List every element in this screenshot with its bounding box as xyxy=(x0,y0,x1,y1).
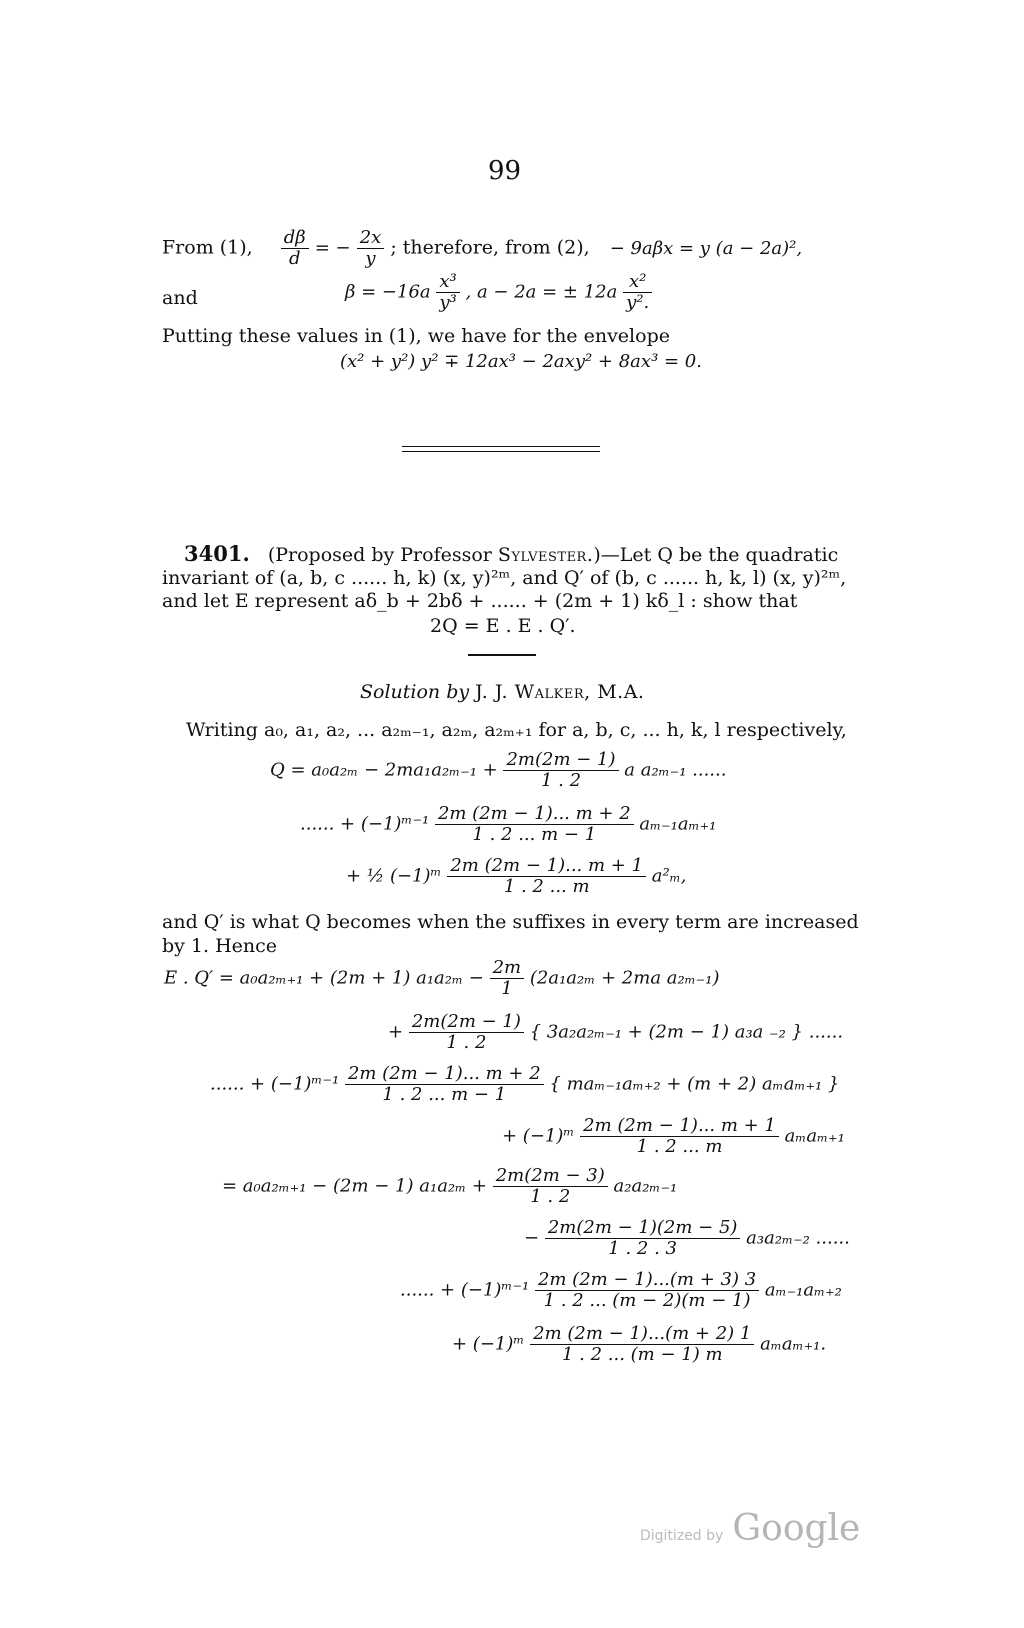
eq-line3-den: 1 . 2 ... m − 1 xyxy=(382,1084,507,1105)
eq-line1-left: E . Q′ = a₀a₂ₘ₊₁ + (2m + 1) a₁a₂ₘ − xyxy=(164,967,484,989)
eq-line5-right: a₂a₂ₘ₋₁ xyxy=(613,1175,678,1197)
eq-line3 xyxy=(210,1064,839,1105)
eq-line8-fraction xyxy=(530,1324,754,1365)
eq-line2-right: { 3a₂a₂ₘ₋₁ + (2m − 1) a₃a ₋₂ } ...... xyxy=(529,1021,844,1043)
eq-line2 xyxy=(388,1012,843,1053)
digitized-watermark xyxy=(640,1508,860,1549)
alpha-eq: , a − 2a = ± 12a xyxy=(465,281,618,303)
eq-line5-num: 2m(2m − 3) xyxy=(493,1166,608,1187)
q-line1-den: 1 . 2 xyxy=(540,770,582,791)
eq-line5-den: 1 . 2 xyxy=(530,1186,571,1207)
eq-line5-fraction xyxy=(493,1166,608,1207)
q-line2-num: 2m (2m − 1)... m + 2 xyxy=(435,804,634,825)
eq-line1-num: 2m xyxy=(490,958,525,979)
q-line3-right: a²ₘ, xyxy=(651,865,687,887)
eq-line7-num: 2m (2m − 1)...(m + 3) 3 xyxy=(535,1270,759,1291)
q-line1-left: Q = a₀a₂ₘ − 2ma₁a₂ₘ₋₁ + xyxy=(270,759,498,781)
eq-line4-num: 2m (2m − 1)... m + 1 xyxy=(580,1116,779,1137)
eq2: − 9aβx = y (a − 2a)², xyxy=(609,237,803,259)
eq-line8 xyxy=(452,1324,826,1365)
eq-line2-den: 1 . 2 xyxy=(446,1032,487,1053)
and-q-line: and Q′ is what Q becomes when the suffixes in every term are increased xyxy=(162,911,859,933)
q-line3-num: 2m (2m − 1)... m + 1 xyxy=(447,856,646,877)
problem-line4: 2Q = E . E . Q′. xyxy=(430,615,576,637)
eq-line6-left: − xyxy=(524,1227,540,1249)
beta-frac-num: x³ xyxy=(436,272,459,293)
digitized-by-text: Digitized by xyxy=(640,1528,724,1544)
eq-line8-num: 2m (2m − 1)...(m + 2) 1 xyxy=(530,1324,754,1345)
q-line1-num: 2m(2m − 1) xyxy=(503,750,618,771)
beta-fraction xyxy=(436,272,459,313)
problem-line3: and let E represent aδ_b + 2bδ + ...... + (2m + 1) kδ_l : show that xyxy=(162,590,798,612)
envelope-equation: (x² + y²) y² ∓ 12ax³ − 2axy² + 8ax³ = 0. xyxy=(340,351,702,372)
twox-den: y xyxy=(365,248,376,269)
section-rule-top xyxy=(402,446,600,447)
eq-line7 xyxy=(400,1270,842,1311)
eq-line7-fraction xyxy=(535,1270,759,1311)
q-line2-left: ...... + (−1)ᵐ⁻¹ xyxy=(300,813,430,835)
and-label: and xyxy=(162,287,198,309)
by1-line: by 1. Hence xyxy=(162,935,278,957)
eq-line2-num: 2m(2m − 1) xyxy=(409,1012,524,1033)
solution-heading xyxy=(360,680,644,704)
problem-line2: invariant of (a, b, c ...... h, k) (x, y)²ᵐ, and Q′ of (b, c ...... h, k, l) (x, y)²ᵐ, xyxy=(162,567,847,589)
alpha-frac-num: x² xyxy=(623,272,652,293)
problem-number: 3401. xyxy=(184,541,250,566)
q-line3-fraction xyxy=(447,856,646,897)
eq-line5 xyxy=(222,1166,677,1207)
eq-line8-den: 1 . 2 ... (m − 1) m xyxy=(561,1344,723,1365)
alpha-frac-den: y². xyxy=(626,292,650,313)
eq-line4-den: 1 . 2 ... m xyxy=(636,1136,723,1157)
eq-line4-fraction xyxy=(580,1116,779,1157)
eq-line2-left: + xyxy=(388,1021,404,1043)
q-line1 xyxy=(270,750,726,791)
problem-line1 xyxy=(184,542,838,567)
eq-line8-left: + (−1)ᵐ xyxy=(452,1333,525,1355)
twox-num: 2x xyxy=(357,228,385,249)
problem-intro-end: )—Let Q be the quadratic xyxy=(593,544,839,566)
eq-line3-fraction xyxy=(345,1064,544,1105)
eq-line1-right: (2a₁a₂ₘ + 2ma a₂ₘ₋₁) xyxy=(529,967,720,989)
dbeta-fraction xyxy=(281,228,309,269)
beta-frac-den: y³ xyxy=(439,292,457,313)
q-line3-left: + ½ (−1)ᵐ xyxy=(346,865,442,887)
q-line1-right: a a₂ₘ₋₁ ...... xyxy=(624,759,727,781)
eq-line8-right: aₘaₘ₊₁. xyxy=(760,1333,827,1355)
therefore-text: ; therefore, from (2), xyxy=(390,236,590,259)
dbeta-num: dβ xyxy=(281,228,309,249)
q-line2 xyxy=(300,804,716,845)
eq-line6-den: 1 . 2 . 3 xyxy=(608,1238,677,1259)
problem-rule xyxy=(468,654,536,656)
eq-line4-left: + (−1)ᵐ xyxy=(502,1125,575,1147)
section-rule-bottom xyxy=(402,451,600,452)
beta-line xyxy=(345,272,652,313)
eq-line7-den: 1 . 2 ... (m − 2)(m − 1) xyxy=(543,1290,751,1311)
eq-line5-left: = a₀a₂ₘ₊₁ − (2m − 1) a₁a₂ₘ + xyxy=(222,1175,487,1197)
eq-line6-right: a₃a₂ₘ₋₂ ...... xyxy=(746,1227,850,1249)
q-line3 xyxy=(346,856,687,897)
q-line2-fraction xyxy=(435,804,634,845)
q-line1-fraction xyxy=(503,750,618,791)
writing-line: Writing a₀, a₁, a₂, ... a₂ₘ₋₁, a₂ₘ, a₂ₘ₊₁ for a, b, c, ... h, k, l respectively, xyxy=(186,719,847,741)
solution-heading-italic: Solution by xyxy=(360,681,470,703)
google-logo: Google xyxy=(732,1508,861,1549)
eq-line1-fraction xyxy=(490,958,525,999)
eq-line4-right: aₘaₘ₊₁ xyxy=(784,1125,845,1147)
eq-line3-right: { maₘ₋₁aₘ₊₂ + (m + 2) aₘaₘ₊₁ } xyxy=(549,1073,840,1095)
page-number: 99 xyxy=(488,156,522,186)
from1-label: From (1), xyxy=(162,236,253,259)
from1-eq-sign: = − xyxy=(314,237,351,259)
q-line2-right: aₘ₋₁aₘ₊₁ xyxy=(639,813,717,835)
eq-line6-fraction xyxy=(545,1218,741,1259)
eq-line4 xyxy=(502,1116,845,1157)
eq-line3-left: ...... + (−1)ᵐ⁻¹ xyxy=(210,1073,340,1095)
putting-text: Putting these values in (1), we have for the envelope xyxy=(162,325,670,347)
eq-line7-right: aₘ₋₁aₘ₊₂ xyxy=(764,1279,842,1301)
eq-line2-fraction xyxy=(409,1012,524,1053)
eq-line1-den: 1 xyxy=(501,978,513,999)
beta-eq-left: β = −16a xyxy=(345,281,431,303)
eq-line6-num: 2m(2m − 1)(2m − 5) xyxy=(545,1218,741,1239)
q-line2-den: 1 . 2 ... m − 1 xyxy=(472,824,597,845)
eq-line6 xyxy=(524,1218,850,1259)
twox-fraction xyxy=(357,228,385,269)
from1-line xyxy=(162,228,802,269)
eq-line3-num: 2m (2m − 1)... m + 2 xyxy=(345,1064,544,1085)
eq-line1 xyxy=(164,958,720,999)
solution-author: J. J. Walker, M.A. xyxy=(475,681,645,703)
dbeta-den: d xyxy=(288,248,301,269)
problem-intro: (Proposed by Professor xyxy=(267,544,498,566)
problem-proposer: Sylvester. xyxy=(497,544,594,566)
eq-line7-left: ...... + (−1)ᵐ⁻¹ xyxy=(400,1279,530,1301)
q-line3-den: 1 . 2 ... m xyxy=(503,876,590,897)
alpha-fraction xyxy=(623,272,652,313)
